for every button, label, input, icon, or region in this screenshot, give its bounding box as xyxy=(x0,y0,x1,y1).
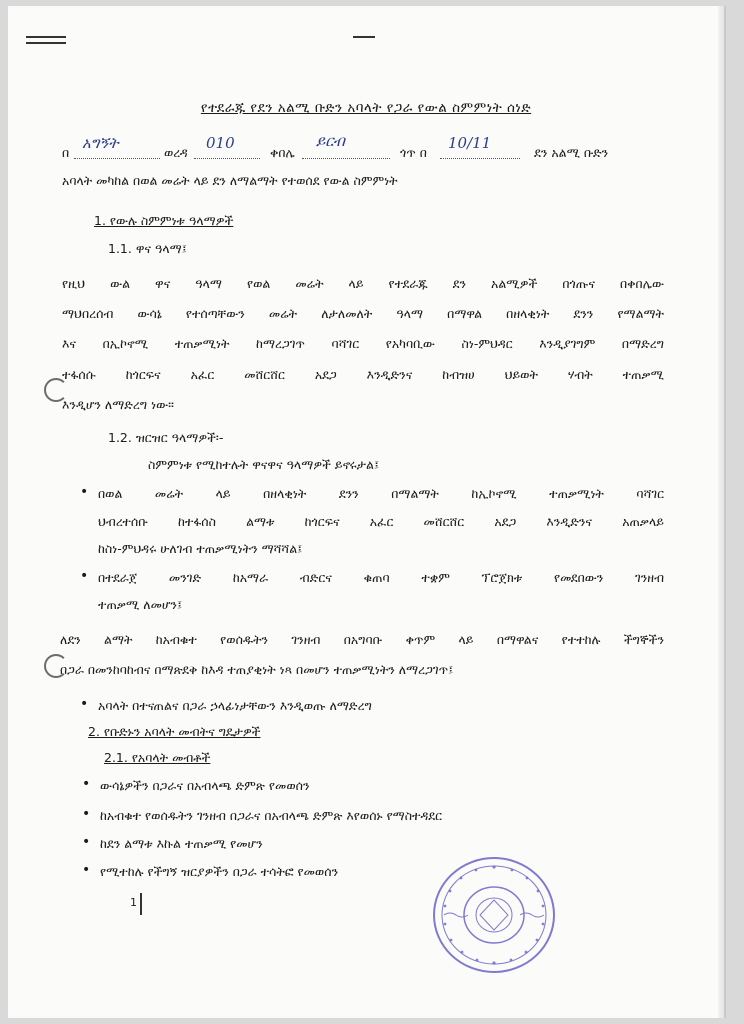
para2-line: በጋራ በመንከባከብና በማጽደቅ ከእዳ ተጠያቂነት ነጻ በመሆን ተጠቃሚነትን ለማረጋገጥ፤ xyxy=(60,662,454,677)
section2-sub1: 2.1. የአባላት መብቶች xyxy=(104,750,211,765)
page-number-bar xyxy=(140,893,142,915)
para-line: እንዲሆን ለማድረግ ነው፡፡ xyxy=(62,397,174,412)
bullet-line: ህብረተሰቡ ከተፋሰስ ልማቱ ከጎርፍና አፈር መሸርሸር አደጋ እንዲድንና አጠቃላይ xyxy=(98,514,664,529)
section1-sub2-intro: ስምምነቱ የሚከተሉት ዋናዋና ዓላማዎች ይኖሩታል፤ xyxy=(148,457,380,472)
para-line: ተፋሰሱ ከጎርፍና አፈር መሸርሸር አደጋ እንዲድንና ከብዝሀ ህይወት ሃብት ተጠቃሚ xyxy=(62,367,664,382)
handwritten-region: አግኝት xyxy=(82,134,119,152)
bullet-marker: • xyxy=(82,806,91,822)
section1-sub2: 1.2. ዝርዝር ዓላማዎች፡- xyxy=(108,430,224,445)
corner-marks xyxy=(26,36,66,48)
fill-line-date xyxy=(440,158,520,159)
bullet-marker: • xyxy=(82,862,91,878)
bullet-marker: • xyxy=(82,776,91,792)
section1-heading: 1. የውሉ ስምምነቱ ዓላማዎች xyxy=(94,213,234,228)
handwritten-kebele: ይርብ xyxy=(316,132,345,150)
bullet-line: በተደራጀ መንገድ ከአማራ ብድርና ቁጠባ ተቋም ፕሮጀክቱ የመደበውን ገንዘብ xyxy=(98,570,664,585)
intro-line-2: አባላት መካከል በወል መሬት ላይ ደን ለማልማት የተወሰደ የውል ስምምነት xyxy=(62,173,398,188)
woreda-label: ወረዳ xyxy=(164,145,188,160)
fill-line-region xyxy=(74,158,160,159)
bullet-line: አባላት በተናጠልና በጋራ ኃላፊነታቸውን እንዲወጡ ለማድረግ xyxy=(98,698,372,713)
bullet-marker: • xyxy=(80,568,89,584)
fill-line-kebele xyxy=(302,158,390,159)
bullet-line: ከአብቁተ የወሰዱትን ገንዘብ በጋራና በአብላጫ ድምጽ እየወሰኑ የማስተዳደር xyxy=(100,808,443,823)
para-line: የዚህ ውል ዋና ዓላማ የወል መሬት ላይ የተደራጁ ደን አልሚዎች በጎጡና በቀበሌው xyxy=(62,276,664,291)
fill-line-woreda xyxy=(194,158,260,159)
bullet-marker: • xyxy=(80,696,89,712)
section1-sub1: 1.1. ዋና ዓላማ፤ xyxy=(108,241,187,256)
para-line: ማህበረሰብ ውሳኔ የተሰጣቸውን መሬት ለታለመለት ዓላማ በማዋል በዘላቂነት ደንን የማልማት xyxy=(62,306,664,321)
document-page xyxy=(8,6,724,1018)
page-number: 1 xyxy=(130,896,137,909)
intro-suffix: ደን አልሚ ቡድን xyxy=(534,145,609,160)
bullet-marker: • xyxy=(82,834,91,850)
bullet-marker: • xyxy=(80,484,89,500)
bullet-line: ውሳኔዎችን በጋራና በአብላጫ ድምጽ የመወሰን xyxy=(100,778,310,793)
official-stamp xyxy=(430,854,558,976)
page-edge xyxy=(718,6,724,1018)
para2-line: ለደን ልማት ከአብቁተ የወሰዱትን ገንዘብ በአግባቡ ቀጥም ላይ በማዋልና የተተከሉ ችግኞችን xyxy=(60,632,664,647)
intro-prefix: በ xyxy=(62,145,70,160)
top-dash xyxy=(353,36,375,38)
date-label: ጎጥ በ xyxy=(400,145,427,160)
handwritten-date: 10/11 xyxy=(448,134,492,152)
bullet-line: የሚተከሉ የችግኝ ዝርያዎችን በጋራ ተሳትፎ የመወሰን xyxy=(100,864,339,879)
kebele-label: ቀበሌ xyxy=(270,145,295,160)
bullet-line: ተጠቃሚ ለመሆን፤ xyxy=(98,597,183,612)
handwritten-woreda: 010 xyxy=(206,134,235,152)
punch-hole-mark xyxy=(44,654,68,678)
section2-heading: 2. የቡድኑን አባላት መብትና ግዴታዎች xyxy=(88,724,261,739)
para-line: እና በኢኮኖሚ ተጠቃሚነት ከማረጋገጥ ባሻገር የአካባቢው ስነ-ምህዳር እንዲያገግም በማድረግ xyxy=(62,336,664,351)
bullet-line: ከደን ልማቱ እኩል ተጠቃሚ የመሆን xyxy=(100,836,263,851)
bullet-line: ከስነ-ምህዳሩ ሁለገብ ተጠቃሚነትን ማሻሻል፤ xyxy=(98,541,303,556)
punch-hole-mark xyxy=(44,378,68,402)
document-title: የተደራጁ የደን አልሚ ቡድን አባላት የጋራ የውል ስምምነት ሰነድ xyxy=(200,100,532,116)
bullet-line: በወል መሬት ላይ በዘላቂነት ደንን በማልማት ከኢኮኖሚ ተጠቃሚነት ባሻገር xyxy=(98,486,664,501)
